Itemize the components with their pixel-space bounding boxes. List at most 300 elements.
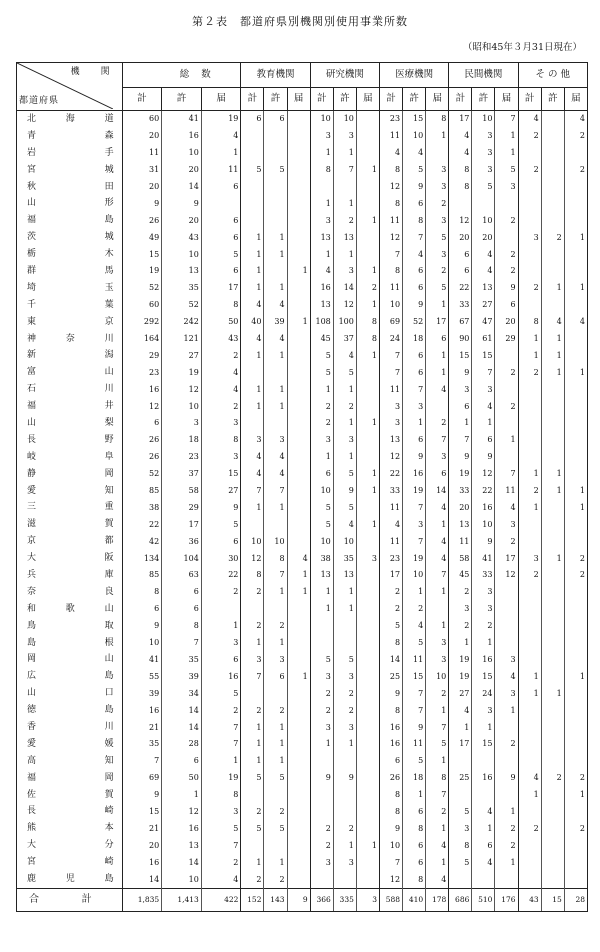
value-cell <box>518 195 541 212</box>
value-cell: 1 <box>426 128 449 145</box>
value-cell: 17 <box>379 567 402 584</box>
value-cell <box>287 820 310 837</box>
value-cell: 4 <box>472 246 495 263</box>
value-cell: 2 <box>201 398 241 415</box>
table-row <box>17 550 588 567</box>
value-cell: 1 <box>333 195 356 212</box>
value-cell: 1 <box>310 246 333 263</box>
value-cell: 2 <box>426 263 449 280</box>
table-row <box>17 195 588 212</box>
table-row <box>17 516 588 533</box>
value-cell <box>333 804 356 821</box>
value-cell: 13 <box>449 516 472 533</box>
value-cell: 1 <box>449 635 472 652</box>
value-cell: 35 <box>122 736 162 753</box>
value-cell <box>264 685 287 702</box>
value-cell: 9 <box>403 719 426 736</box>
value-cell <box>564 854 587 871</box>
value-cell <box>564 398 587 415</box>
value-cell <box>264 212 287 229</box>
value-cell: 6 <box>403 263 426 280</box>
total-label: 合計 <box>17 888 123 911</box>
value-cell: 1 <box>333 837 356 854</box>
value-cell <box>518 584 541 601</box>
value-cell <box>518 145 541 162</box>
prefecture-name: 茨城 <box>17 229 123 246</box>
table-row <box>17 415 588 432</box>
value-cell: 3 <box>310 719 333 736</box>
value-cell: 22 <box>122 516 162 533</box>
value-cell: 4 <box>564 314 587 331</box>
value-cell: 6 <box>162 601 202 618</box>
value-cell: 3 <box>495 652 518 669</box>
value-cell <box>541 449 564 466</box>
value-cell: 12 <box>379 449 402 466</box>
value-cell <box>287 702 310 719</box>
value-cell: 11 <box>201 162 241 179</box>
value-cell: 4 <box>241 331 264 348</box>
value-cell: 2 <box>310 702 333 719</box>
value-cell: 16 <box>162 820 202 837</box>
table-row <box>17 229 588 246</box>
value-cell: 6 <box>449 246 472 263</box>
value-cell: 2 <box>201 347 241 364</box>
value-cell <box>356 770 379 787</box>
value-cell: 1 <box>541 483 564 500</box>
value-cell: 23 <box>379 111 402 128</box>
subheader-cell: 計 <box>379 88 402 111</box>
value-cell: 3 <box>426 246 449 263</box>
value-cell <box>287 297 310 314</box>
subheader-cell: 計 <box>310 88 333 111</box>
value-cell: 12 <box>472 466 495 483</box>
value-cell <box>541 854 564 871</box>
table-row <box>17 381 588 398</box>
value-cell: 2 <box>564 162 587 179</box>
value-cell <box>518 398 541 415</box>
value-cell <box>564 516 587 533</box>
value-cell: 1 <box>426 854 449 871</box>
value-cell: 1 <box>241 381 264 398</box>
value-cell: 1 <box>449 415 472 432</box>
value-cell: 2 <box>564 567 587 584</box>
value-cell: 6 <box>403 804 426 821</box>
value-cell: 11 <box>379 499 402 516</box>
value-cell: 1 <box>564 483 587 500</box>
value-cell: 1 <box>333 145 356 162</box>
value-cell: 20 <box>162 162 202 179</box>
total-value-cell: 15 <box>541 888 564 911</box>
value-cell: 100 <box>333 314 356 331</box>
value-cell <box>541 787 564 804</box>
value-cell: 35 <box>162 280 202 297</box>
value-cell: 164 <box>122 331 162 348</box>
value-cell: 6 <box>403 280 426 297</box>
value-cell <box>541 567 564 584</box>
value-cell: 2 <box>310 415 333 432</box>
value-cell <box>541 837 564 854</box>
value-cell <box>287 398 310 415</box>
value-cell <box>518 601 541 618</box>
value-cell: 1 <box>201 145 241 162</box>
value-cell: 2 <box>541 229 564 246</box>
value-cell <box>564 618 587 635</box>
value-cell: 1 <box>333 246 356 263</box>
value-cell <box>564 449 587 466</box>
value-cell: 85 <box>122 483 162 500</box>
value-cell: 8 <box>403 212 426 229</box>
value-cell <box>241 364 264 381</box>
value-cell: 1 <box>241 398 264 415</box>
prefecture-name: 神奈川 <box>17 331 123 348</box>
value-cell: 14 <box>122 871 162 888</box>
value-cell <box>356 195 379 212</box>
value-cell: 6 <box>122 601 162 618</box>
value-cell: 1 <box>472 820 495 837</box>
prefecture-name: 青森 <box>17 128 123 145</box>
value-cell: 1 <box>201 618 241 635</box>
value-cell: 1 <box>564 364 587 381</box>
value-cell: 5 <box>449 854 472 871</box>
value-cell: 1 <box>310 584 333 601</box>
value-cell: 10 <box>472 212 495 229</box>
value-cell: 9 <box>201 499 241 516</box>
value-cell <box>472 871 495 888</box>
table-row <box>17 702 588 719</box>
value-cell <box>264 415 287 432</box>
value-cell: 4 <box>264 331 287 348</box>
value-cell: 7 <box>201 736 241 753</box>
value-cell: 1 <box>264 381 287 398</box>
value-cell: 10 <box>379 297 402 314</box>
value-cell <box>287 145 310 162</box>
value-cell: 5 <box>241 770 264 787</box>
value-cell: 3 <box>495 179 518 196</box>
value-cell: 52 <box>122 280 162 297</box>
value-cell: 1 <box>426 364 449 381</box>
value-cell: 7 <box>403 702 426 719</box>
value-cell: 3 <box>201 635 241 652</box>
value-cell: 6 <box>201 212 241 229</box>
value-cell: 11 <box>379 381 402 398</box>
value-cell: 3 <box>495 516 518 533</box>
subheader-cell: 届 <box>287 88 310 111</box>
value-cell: 15 <box>472 736 495 753</box>
value-cell: 60 <box>122 111 162 128</box>
value-cell: 7 <box>426 567 449 584</box>
value-cell <box>287 652 310 669</box>
value-cell: 13 <box>379 432 402 449</box>
value-cell: 2 <box>518 364 541 381</box>
value-cell: 3 <box>162 415 202 432</box>
value-cell: 5 <box>310 347 333 364</box>
value-cell <box>356 533 379 550</box>
prefecture-name: 大阪 <box>17 550 123 567</box>
total-row <box>17 888 588 911</box>
value-cell: 7 <box>403 381 426 398</box>
value-cell: 5 <box>426 736 449 753</box>
value-cell: 7 <box>495 466 518 483</box>
header-private: 民間機関 <box>449 63 518 88</box>
value-cell: 5 <box>403 635 426 652</box>
value-cell <box>518 736 541 753</box>
header-other: そ の 他 <box>518 63 587 88</box>
value-cell: 9 <box>333 770 356 787</box>
value-cell: 20 <box>162 212 202 229</box>
value-cell: 3 <box>426 449 449 466</box>
value-cell <box>356 787 379 804</box>
value-cell: 1 <box>162 787 202 804</box>
value-cell: 1 <box>518 466 541 483</box>
value-cell: 7 <box>264 567 287 584</box>
value-cell <box>564 195 587 212</box>
prefecture-name: 岩手 <box>17 145 123 162</box>
value-cell: 16 <box>472 499 495 516</box>
value-cell: 1 <box>518 668 541 685</box>
value-cell: 13 <box>310 297 333 314</box>
value-cell <box>564 212 587 229</box>
value-cell: 4 <box>426 871 449 888</box>
data-table <box>16 62 588 912</box>
value-cell: 6 <box>403 837 426 854</box>
value-cell: 3 <box>495 685 518 702</box>
value-cell <box>564 331 587 348</box>
value-cell <box>356 229 379 246</box>
value-cell: 58 <box>162 483 202 500</box>
value-cell: 58 <box>449 550 472 567</box>
value-cell: 1 <box>564 280 587 297</box>
value-cell <box>564 347 587 364</box>
total-value-cell: 588 <box>379 888 402 911</box>
value-cell: 6 <box>162 584 202 601</box>
value-cell <box>287 787 310 804</box>
value-cell: 2 <box>241 618 264 635</box>
value-cell: 3 <box>449 381 472 398</box>
value-cell: 7 <box>241 483 264 500</box>
value-cell: 5 <box>449 804 472 821</box>
value-cell: 12 <box>495 567 518 584</box>
subheader-cell: 計 <box>449 88 472 111</box>
value-cell: 8 <box>264 550 287 567</box>
value-cell: 2 <box>310 685 333 702</box>
value-cell: 1 <box>564 787 587 804</box>
value-cell: 2 <box>333 398 356 415</box>
value-cell <box>564 635 587 652</box>
value-cell: 3 <box>310 854 333 871</box>
value-cell <box>356 449 379 466</box>
value-cell: 23 <box>122 364 162 381</box>
value-cell <box>541 246 564 263</box>
value-cell <box>356 702 379 719</box>
value-cell: 1 <box>264 398 287 415</box>
value-cell: 6 <box>241 111 264 128</box>
value-cell: 9 <box>122 618 162 635</box>
value-cell <box>310 804 333 821</box>
value-cell: 18 <box>162 432 202 449</box>
value-cell: 3 <box>518 550 541 567</box>
value-cell <box>518 533 541 550</box>
value-cell: 14 <box>379 652 402 669</box>
value-cell: 61 <box>472 331 495 348</box>
value-cell: 9 <box>403 297 426 314</box>
total-value-cell: 28 <box>564 888 587 911</box>
value-cell <box>564 432 587 449</box>
value-cell: 33 <box>379 483 402 500</box>
value-cell: 1 <box>541 466 564 483</box>
value-cell: 3 <box>201 804 241 821</box>
value-cell: 1 <box>518 787 541 804</box>
table-row <box>17 280 588 297</box>
value-cell: 1 <box>541 364 564 381</box>
value-cell: 38 <box>122 499 162 516</box>
table-row <box>17 466 588 483</box>
value-cell: 3 <box>333 128 356 145</box>
table-row <box>17 820 588 837</box>
value-cell: 1 <box>472 719 495 736</box>
value-cell <box>333 618 356 635</box>
value-cell: 15 <box>472 347 495 364</box>
value-cell: 4 <box>201 128 241 145</box>
value-cell <box>518 719 541 736</box>
value-cell <box>541 212 564 229</box>
value-cell: 12 <box>162 804 202 821</box>
value-cell: 2 <box>379 584 402 601</box>
value-cell: 6 <box>264 111 287 128</box>
value-cell <box>541 179 564 196</box>
value-cell: 69 <box>379 314 402 331</box>
value-cell: 2 <box>564 550 587 567</box>
value-cell <box>541 719 564 736</box>
value-cell: 1 <box>287 314 310 331</box>
value-cell <box>333 787 356 804</box>
table-row <box>17 111 588 128</box>
value-cell: 43 <box>162 229 202 246</box>
value-cell: 16 <box>472 770 495 787</box>
value-cell <box>564 246 587 263</box>
value-cell <box>518 652 541 669</box>
value-cell: 3 <box>310 212 333 229</box>
value-cell: 19 <box>162 364 202 381</box>
value-cell: 31 <box>122 162 162 179</box>
value-cell <box>518 635 541 652</box>
value-cell: 10 <box>162 145 202 162</box>
value-cell: 17 <box>426 314 449 331</box>
prefecture-name: 山口 <box>17 685 123 702</box>
value-cell: 1 <box>426 584 449 601</box>
value-cell: 12 <box>379 229 402 246</box>
value-cell: 33 <box>472 567 495 584</box>
value-cell: 3 <box>426 635 449 652</box>
value-cell: 1 <box>541 685 564 702</box>
value-cell: 11 <box>449 533 472 550</box>
table-row <box>17 618 588 635</box>
table-row <box>17 871 588 888</box>
prefecture-name: 福岡 <box>17 770 123 787</box>
value-cell: 6 <box>310 466 333 483</box>
value-cell <box>518 449 541 466</box>
value-cell: 4 <box>541 314 564 331</box>
value-cell: 15 <box>449 347 472 364</box>
value-cell: 1 <box>241 280 264 297</box>
value-cell <box>356 753 379 770</box>
value-cell: 20 <box>449 499 472 516</box>
value-cell: 1 <box>241 635 264 652</box>
prefecture-name: 石川 <box>17 381 123 398</box>
value-cell: 22 <box>449 280 472 297</box>
value-cell: 41 <box>162 111 202 128</box>
value-cell: 60 <box>122 297 162 314</box>
subheader-cell: 許 <box>403 88 426 111</box>
table-row <box>17 804 588 821</box>
value-cell <box>310 618 333 635</box>
prefecture-name: 山形 <box>17 195 123 212</box>
value-cell: 43 <box>201 331 241 348</box>
value-cell: 3 <box>333 719 356 736</box>
value-cell: 3 <box>472 128 495 145</box>
value-cell: 20 <box>472 229 495 246</box>
value-cell <box>495 601 518 618</box>
value-cell: 1 <box>241 719 264 736</box>
value-cell <box>310 871 333 888</box>
value-cell: 2 <box>310 398 333 415</box>
value-cell <box>287 364 310 381</box>
value-cell: 1 <box>264 246 287 263</box>
value-cell: 292 <box>122 314 162 331</box>
table-row <box>17 584 588 601</box>
value-cell: 10 <box>264 533 287 550</box>
value-cell: 5 <box>201 820 241 837</box>
value-cell <box>287 770 310 787</box>
value-cell <box>564 652 587 669</box>
value-cell: 12 <box>333 297 356 314</box>
value-cell: 13 <box>472 280 495 297</box>
value-cell: 1 <box>403 787 426 804</box>
value-cell <box>287 499 310 516</box>
value-cell: 2 <box>264 871 287 888</box>
value-cell: 2 <box>379 601 402 618</box>
table-row <box>17 449 588 466</box>
value-cell <box>264 145 287 162</box>
value-cell: 11 <box>379 212 402 229</box>
value-cell: 22 <box>379 466 402 483</box>
value-cell: 1 <box>541 550 564 567</box>
prefecture-name: 熊本 <box>17 820 123 837</box>
value-cell: 2 <box>564 128 587 145</box>
value-cell <box>287 719 310 736</box>
value-cell <box>356 736 379 753</box>
value-cell <box>287 736 310 753</box>
value-cell: 8 <box>379 162 402 179</box>
value-cell: 4 <box>287 550 310 567</box>
value-cell: 1 <box>201 753 241 770</box>
value-cell: 10 <box>122 635 162 652</box>
value-cell: 1 <box>426 820 449 837</box>
value-cell: 2 <box>518 567 541 584</box>
value-cell: 1 <box>241 263 264 280</box>
value-cell: 35 <box>333 550 356 567</box>
value-cell: 9 <box>403 179 426 196</box>
value-cell: 37 <box>333 331 356 348</box>
value-cell: 3 <box>472 162 495 179</box>
value-cell: 14 <box>426 483 449 500</box>
value-cell: 7 <box>379 246 402 263</box>
value-cell: 23 <box>162 449 202 466</box>
value-cell <box>564 415 587 432</box>
value-cell: 1 <box>241 499 264 516</box>
value-cell: 4 <box>241 297 264 314</box>
total-value-cell: 178 <box>426 888 449 911</box>
value-cell <box>356 871 379 888</box>
